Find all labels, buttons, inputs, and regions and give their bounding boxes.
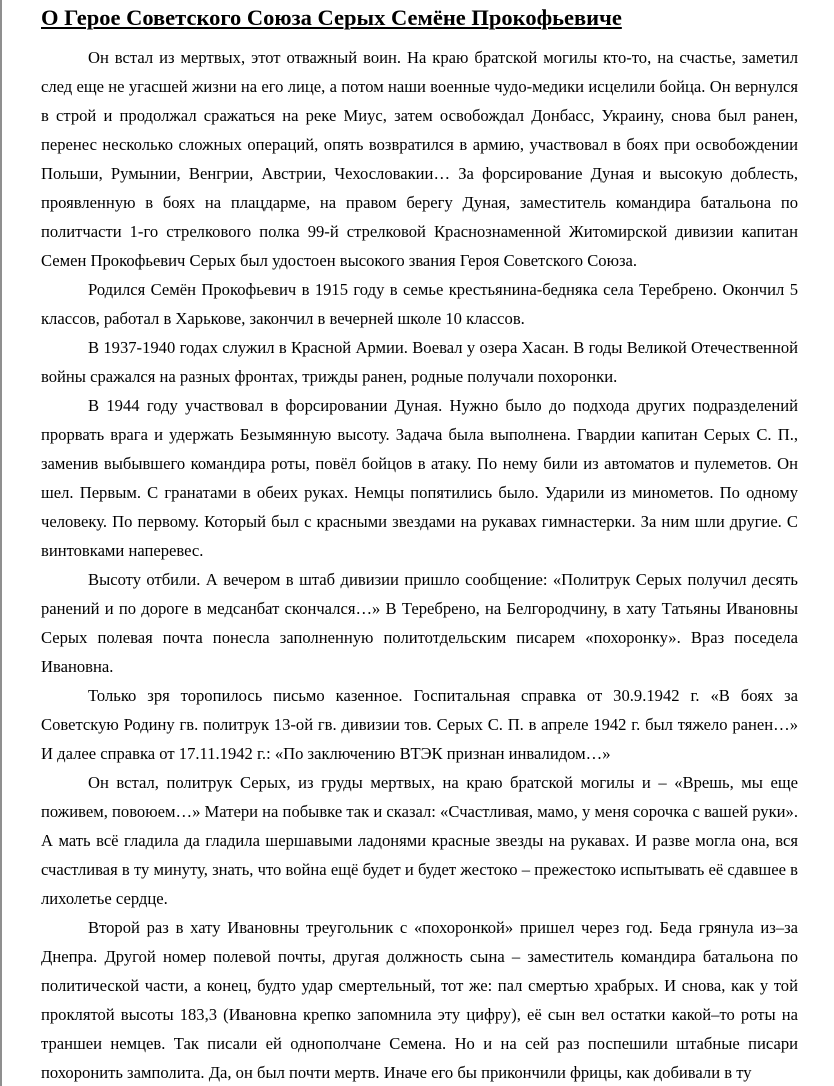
paragraph-3: В 1937-1940 годах служил в Красной Армии. Воевал у озера Хасан. В годы Великой Отечественной войны сражался на разных фронтах, трижды ранен, родные получали похоронки. xyxy=(41,338,798,386)
paragraph-6: Только зря торопилось письмо казенное. Госпитальная справка от 30.9.1942 г. «В боях за Советскую Родину гв. политрук 13-ой гв. дивизии тов. Серых С. П. в апреле 1942 г. был тяжело ранен…» И далее справка от 17.11.1942 г.: «По заключению ВТЭК признан инвалидом…» xyxy=(41,686,798,763)
paragraph-2: Родился Семён Прокофьевич в 1915 году в семье крестьянина-бедняка села Теребрено. Окончил 5 классов, работал в Харькове, закончил в вечерней школе 10 классов. xyxy=(41,280,798,328)
document-title: О Герое Советского Союза Серых Семёне Прокофьевиче xyxy=(41,5,622,30)
paragraph-5: Высоту отбили. А вечером в штаб дивизии пришло сообщение: «Политрук Серых получил десять ранений и по дороге в медсанбат скончался…» В Теребрено, на Белгородчину, в хату Татьяны Ивановны Серых полевая почта понесла заполненную политотдельским писарем «похоронку». Враз поседела Ивановна. xyxy=(41,570,798,676)
document-body xyxy=(41,4,798,1086)
paragraph-4: В 1944 году участвовал в форсировании Дуная. Нужно было до подхода других подразделений прорвать врага и удержать Безымянную высоту. Задача была выполнена. Гвардии капитан Серых С. П., заменив выбывшего командира роты, повёл бойцов в атаку. По нему били из автоматов и пулеметов. Он шел. Первым. С гранатами в обеих руках. Немцы попятились было. Ударили из минометов. По одному человеку. По первому. Который был с красными звездами на рукавах гимнастерки. За ним шли другие. С винтовками наперевес. xyxy=(41,396,798,560)
paragraph-7: Он встал, политрук Серых, из груды мертвых, на краю братской могилы и – «Врешь, мы еще поживем, повоюем…» Матери на побывке так и сказал: «Счастливая, мамо, у меня сорочка с вашей руки». А мать всё гладила да гладила шершавыми ладонями красные звезды на рукавах. И разве могла она, вся счастливая в ту минуту, знать, что война ещё будет и будет жестоко – прежестоко испытывать её сдавшее в лихолетье сердце. xyxy=(41,773,798,908)
paragraph-8: Второй раз в хату Ивановны треугольник с «похоронкой» пришел через год. Беда грянула из–за Днепра. Другой номер полевой почты, другая должность сына – заместитель командира батальона по политической части, а конец, будто удар смертельный, тот же: пал смертью храбрых. И снова, как у той проклятой высоты 183,3 (Ивановна крепко запомнила эту цифру), её сын вел остатки какой–то роты на траншеи немцев. Так писали ей однополчане Семена. Но и на сей раз поспешили штабные писари похоронить замполита. Да, он был почти мертв. Иначе его бы прикончили фрицы, как добивали в ту xyxy=(41,918,798,1082)
page-edge-line xyxy=(0,0,2,1086)
paragraph-1: Он встал из мертвых, этот отважный воин. На краю братской могилы кто-то, на счастье, заметил след еще не угасшей жизни на его лице, а потом наши военные чудо-медики исцелили бойца. Он вернулся в строй и продолжал сражаться на реке Миус, затем освобождал Донбасс, Украину, снова был ранен, перенес несколько сложных операций, опять возвратился в армию, участвовал в боях при освобождении Польши, Румынии, Венгрии, Австрии, Чехословакии… За форсирование Дуная и высокую доблесть, проявленную в боях на плацдарме, на правом берегу Дуная, заместитель командира батальона по политчасти 1-го стрелкового полка 99-й стрелковой Краснознаменной Житомирской дивизии капитан Семен Прокофьевич Серых был удостоен высокого звания Героя Советского Союза. xyxy=(41,48,798,270)
